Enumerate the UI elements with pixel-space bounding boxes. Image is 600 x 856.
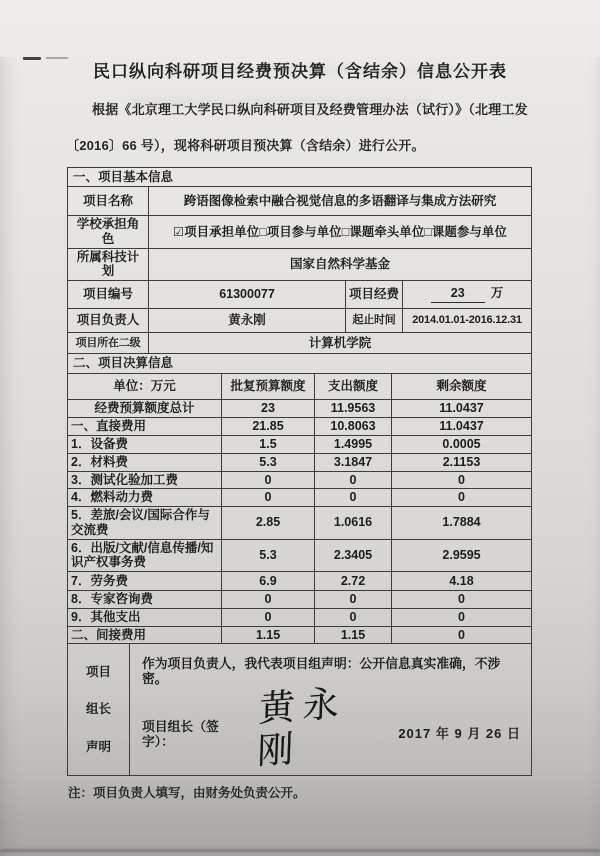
page-title: 民口纵向科研项目经费预决算（含结余）信息公开表 (93, 62, 507, 81)
declaration-row (68, 644, 532, 776)
section-header-row (68, 354, 532, 374)
spent-value: 0 (315, 471, 392, 489)
period-value: 2014.01.01-2016.12.31 (403, 309, 532, 333)
project-leader-value: 黄永刚 (149, 309, 346, 333)
approved-value: 2.85 (222, 507, 315, 540)
remaining-value: 2.9595 (392, 539, 532, 572)
col-remaining-header: 剩余额度 (392, 374, 532, 400)
remaining-value: 4.18 (392, 572, 532, 591)
approved-value: 1.5 (222, 436, 315, 454)
remaining-value: 11.0437 (392, 418, 532, 436)
project-budget-value (403, 281, 532, 309)
remaining-value: 0 (392, 489, 532, 507)
approved-value: 5.3 (222, 453, 315, 471)
row-label: 5．差旅/会议/国际合作与交流费 (68, 507, 222, 540)
project-leader-label: 项目负责人 (68, 309, 149, 333)
declaration-statement: 作为项目负责人，我代表项目组声明：公开信息真实准确，不涉密。 (142, 656, 501, 687)
footer-note: 注：项目负责人填写，由财务处负责公开。 (68, 786, 306, 801)
spent-value: 3.1847 (315, 453, 392, 471)
spent-value: 2.3405 (315, 539, 392, 572)
spent-value: 1.15 (315, 626, 392, 644)
declaration-label-3: 声明 (85, 740, 111, 755)
handwritten-signature: 黄永刚 (256, 682, 348, 773)
row-label: 1．设备费 (68, 436, 222, 454)
row-school-role (68, 216, 532, 249)
approved-value: 0 (222, 489, 315, 507)
row-label: 9．其他支出 (68, 608, 222, 626)
row-label: 一、直接费用 (68, 418, 222, 436)
row-label: 2．材料费 (68, 453, 222, 471)
project-name-label: 项目名称 (68, 187, 149, 216)
clip-mark-shadow (46, 57, 68, 59)
project-budget-label: 项目经费 (346, 281, 403, 309)
section-header-row (68, 168, 532, 187)
declaration-label-cell (68, 644, 130, 776)
table-row (68, 539, 532, 572)
row-project-name (68, 187, 532, 216)
row-label: 3．测试化验加工费 (68, 471, 222, 489)
project-number-value: 61300077 (149, 281, 346, 309)
school-role-label: 学校承担角色 (68, 216, 149, 249)
table-row (68, 507, 532, 540)
table-row (68, 608, 532, 626)
form-table (67, 167, 533, 776)
bleedthrough-smudge (130, 97, 430, 106)
spent-value: 1.0616 (315, 507, 392, 540)
spent-value: 2.72 (315, 572, 392, 591)
signature-label: 项目组长（签字）： (142, 718, 219, 749)
table-row (68, 572, 532, 591)
spent-value: 0 (315, 591, 392, 609)
project-name-value: 跨语图像检索中融合视觉信息的多语翻译与集成方法研究 (149, 187, 532, 216)
remaining-value: 11.0437 (392, 400, 532, 418)
col-spent-header: 支出额度 (315, 374, 392, 400)
row-school-unit (68, 333, 532, 354)
row-label: 6．出版/文献/信息传播/知识产权事务费 (68, 539, 222, 572)
declaration-table (67, 643, 532, 776)
budget-unit: 万 (490, 286, 504, 301)
approved-value: 1.15 (222, 626, 315, 644)
table-row (68, 489, 532, 507)
school-unit-value: 计算机学院 (149, 333, 532, 354)
table-row (68, 400, 532, 418)
section1-title: 一、项目基本信息 (68, 168, 532, 187)
section2-title: 二、项目决算信息 (68, 354, 532, 374)
row-label: 8．专家咨询费 (68, 591, 222, 609)
bleedthrough-smudge (160, 66, 490, 75)
row-label: 经费预算额度总计 (68, 400, 222, 418)
row-label: 7．劳务费 (68, 572, 222, 591)
table-row (68, 471, 532, 489)
declaration-label-2: 组长 (85, 702, 111, 717)
program-value: 国家自然科学基金 (149, 248, 532, 281)
final-accounts-table (67, 353, 532, 644)
table-row (68, 436, 532, 454)
approved-value: 21.85 (222, 418, 315, 436)
intro-paragraph (66, 99, 534, 154)
intro-line-2: 〔2016〕66 号），现将科研项目预决算（含结余）进行公开。 (66, 138, 425, 153)
row-project-number (68, 281, 532, 309)
remaining-value: 0 (392, 591, 532, 609)
school-role-checkboxes: ☑项目承担单位□项目参与单位□课题牵头单位□课题参与单位 (149, 216, 532, 249)
row-label: 4．燃料动力费 (68, 489, 222, 507)
accounts-header-row (68, 374, 532, 400)
remaining-value: 0 (392, 626, 532, 644)
table-row (68, 418, 532, 436)
remaining-value: 1.7884 (392, 507, 532, 540)
approved-value: 5.3 (222, 539, 315, 572)
school-unit-label: 项目所在二级 (68, 333, 149, 354)
remaining-value: 0 (392, 471, 532, 489)
table-row (68, 453, 532, 471)
approved-value: 0 (222, 608, 315, 626)
signature-row (142, 682, 521, 773)
remaining-value: 0 (392, 608, 532, 626)
unit-header: 单位：万元 (68, 374, 222, 400)
period-label: 起止时间 (346, 309, 403, 333)
budget-amount: 23 (431, 286, 485, 303)
intro-line-1: 根据《北京理工大学民口纵向科研项目及经费管理办法（试行）》（北理工发 (92, 102, 528, 117)
basic-info-table (67, 167, 532, 354)
approved-value: 0 (222, 471, 315, 489)
spent-value: 1.4995 (315, 436, 392, 454)
approved-value: 6.9 (222, 572, 315, 591)
approved-value: 0 (222, 591, 315, 609)
declaration-content-cell (130, 644, 532, 776)
paper-edge-shadow (0, 849, 600, 852)
approved-value: 23 (222, 400, 315, 418)
spent-value: 0 (315, 608, 392, 626)
declaration-label-1: 项目 (85, 664, 111, 679)
col-approved-header: 批复预算额度 (222, 374, 315, 400)
remaining-value: 0.0005 (392, 436, 532, 454)
clip-mark (23, 57, 41, 60)
row-program (68, 248, 532, 281)
signature-date: 2017 年 9 月 26 日 (398, 726, 521, 742)
table-row (68, 591, 532, 609)
remaining-value: 2.1153 (392, 453, 532, 471)
table-row (68, 626, 532, 644)
row-label: 二、间接费用 (68, 626, 222, 644)
project-number-label: 项目编号 (68, 281, 149, 309)
spent-value: 10.8063 (315, 418, 392, 436)
row-project-leader (68, 309, 532, 333)
spent-value: 11.9563 (315, 400, 392, 418)
document (0, 57, 600, 801)
spent-value: 0 (315, 489, 392, 507)
program-label: 所属科技计划 (68, 248, 149, 281)
